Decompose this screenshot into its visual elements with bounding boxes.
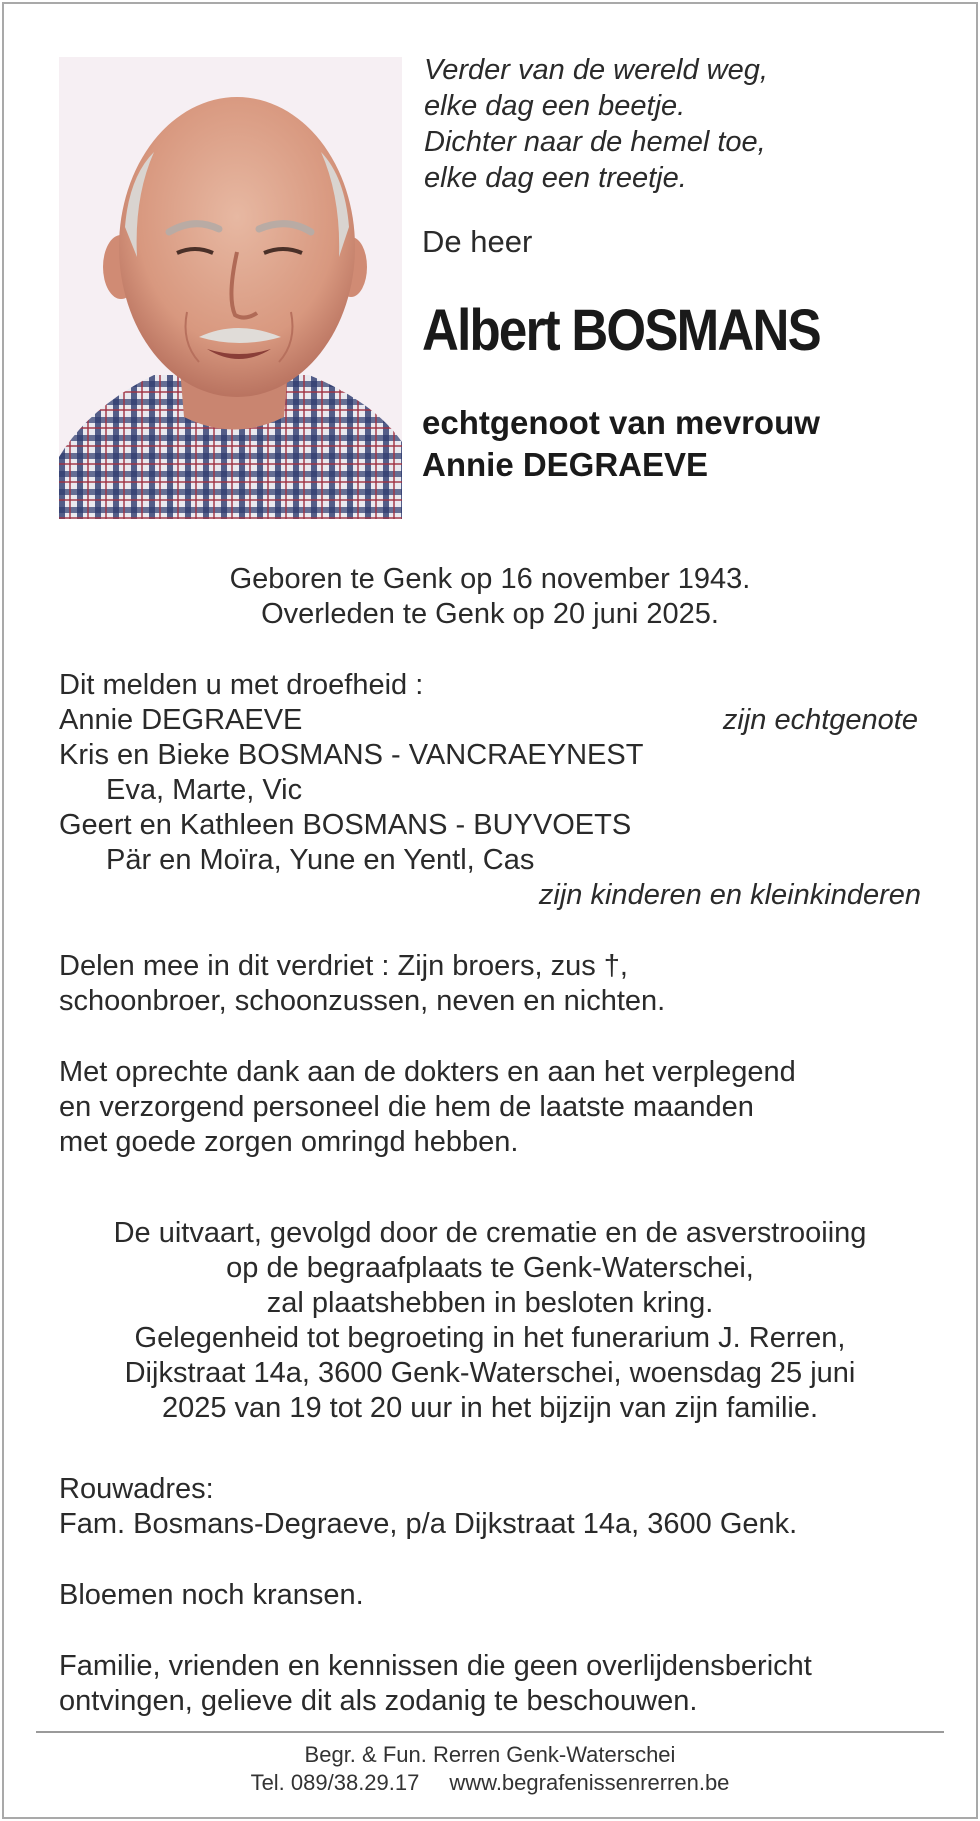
- poem-line: Verder van de wereld weg,: [424, 54, 768, 86]
- funeral-line: De uitvaart, gevolgd door de crematie en de asverstrooiing: [113, 1217, 867, 1249]
- family-spouse-name: Annie DEGRAEVE: [59, 704, 303, 736]
- family-grandchildren-1: Eva, Marte, Vic: [106, 774, 303, 806]
- footer-company: Begr. & Fun. Rerren Genk-Waterschei: [304, 1742, 676, 1767]
- spouse-line-1: echtgenoot van mevrouw: [422, 404, 820, 441]
- deceased-name: Albert BOSMANS: [422, 298, 820, 363]
- thanks-block: [59, 1055, 796, 1160]
- life-dates: [0, 562, 980, 632]
- footer-contact: [0, 1769, 980, 1797]
- closing-line: Familie, vrienden en kennissen die geen overlijdensbericht: [59, 1650, 812, 1682]
- footer-divider: [36, 1731, 944, 1733]
- honorific: De heer: [422, 224, 533, 259]
- address-value: Fam. Bosmans-Degraeve, p/a Dijkstraat 14a, 3600 Genk.: [59, 1508, 798, 1540]
- spouse-block: [422, 402, 820, 486]
- thanks-line: Met oprechte dank aan de dokters en aan het verplegend: [59, 1056, 796, 1088]
- poem: [424, 52, 768, 196]
- address-label: Rouwadres:: [59, 1473, 214, 1505]
- funeral-line: zal plaatshebben in besloten kring.: [266, 1287, 714, 1319]
- family-list: [59, 668, 643, 878]
- death-line: Overleden te Genk op 20 juni 2025.: [261, 598, 719, 630]
- closing-block: [59, 1649, 812, 1719]
- family-child-1: Kris en Bieke BOSMANS - VANCRAEYNEST: [59, 739, 644, 771]
- funeral-line: 2025 van 19 tot 20 uur in het bijzijn van zijn familie.: [161, 1392, 819, 1424]
- thanks-line: en verzorgend personeel die hem de laatste maanden: [59, 1091, 754, 1123]
- birth-line: Geboren te Genk op 16 november 1943.: [229, 563, 751, 595]
- funeral-block: [0, 1216, 980, 1426]
- spouse-role: zijn echtgenote: [722, 704, 918, 736]
- spouse-line-2: Annie DEGRAEVE: [422, 446, 709, 483]
- family-child-2: Geert en Kathleen BOSMANS - BUYVOETS: [59, 809, 632, 841]
- sharing-line: Delen mee in dit verdriet : Zijn broers, zus †,: [59, 950, 628, 982]
- funeral-line: op de begraafplaats te Genk-Waterschei,: [226, 1252, 754, 1284]
- closing-line: ontvingen, gelieve dit als zodanig te beschouwen.: [59, 1685, 698, 1717]
- flowers-note: [59, 1578, 364, 1613]
- sharing-block: [59, 949, 665, 1019]
- thanks-line: met goede zorgen omringd hebben.: [59, 1126, 519, 1158]
- family-grandchildren-2: Pär en Moïra, Yune en Yentl, Cas: [106, 844, 535, 876]
- portrait-photo: [59, 57, 402, 519]
- children-role: zijn kinderen en kleinkinderen: [538, 879, 921, 911]
- flowers-line: Bloemen noch kransen.: [59, 1579, 364, 1611]
- footer: [0, 1741, 980, 1797]
- address-block: [59, 1472, 797, 1542]
- sharing-line: schoonbroer, schoonzussen, neven en nichten.: [59, 985, 666, 1017]
- poem-line: elke dag een beetje.: [424, 90, 686, 122]
- family-intro: Dit melden u met droefheid :: [59, 669, 424, 701]
- funeral-line: Gelegenheid tot begroeting in het funerarium J. Rerren,: [134, 1322, 846, 1354]
- footer-website: www.begrafenissenrerren.be: [449, 1770, 730, 1795]
- footer-phone: Tel. 089/38.29.17: [250, 1770, 420, 1795]
- poem-line: elke dag een treetje.: [424, 162, 687, 194]
- poem-line: Dichter naar de hemel toe,: [424, 126, 766, 158]
- funeral-line: Dijkstraat 14a, 3600 Genk-Waterschei, woensdag 25 juni: [124, 1357, 856, 1389]
